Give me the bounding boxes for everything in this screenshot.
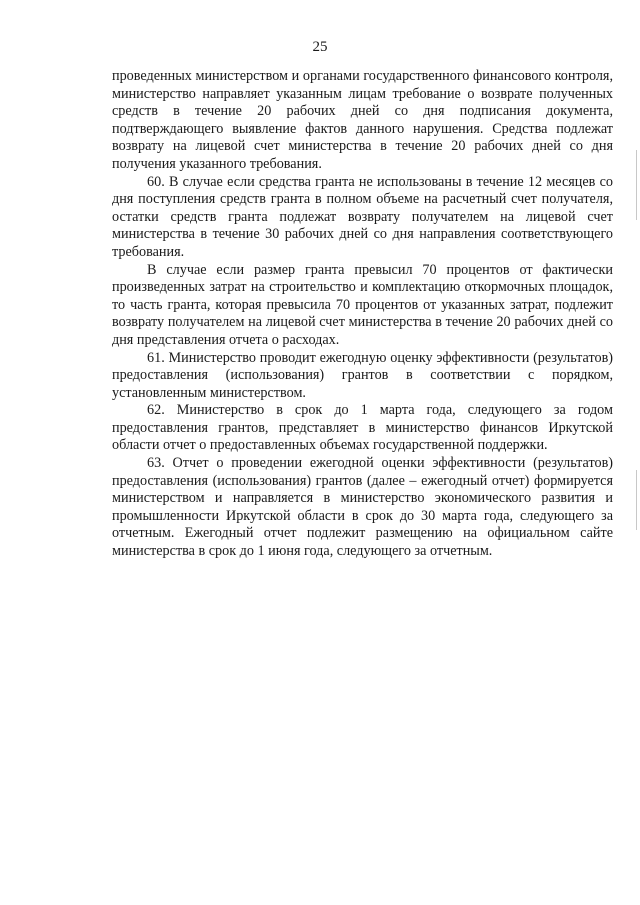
paragraph-63: 63. Отчет о проведении ежегодной оценки эффективности (результатов) предоставления (использования) грантов (далее – ежегодный отчет) формируется министерством и направляется в министерство экономического развития и промышленности Иркутской области в срок до 30 марта года, следующего за отчетным. Ежегодный отчет подлежит размещению на официальном сайте министерства в срок до 1 июня года, следующего за отчетным. (112, 455, 613, 560)
paragraph-60: 60. В случае если средства гранта не использованы в течение 12 месяцев со дня поступления средств гранта в полном объеме на расчетный счет получателя, остатки средств гранта подлежат возврату получателем на лицевой счет министерства в течение 30 рабочих дней со дня направления соответствующего требования. (112, 173, 613, 260)
scan-edge-mark (636, 470, 637, 530)
page-number: 25 (312, 39, 328, 55)
document-body (112, 68, 613, 561)
scan-edge-mark (636, 150, 637, 220)
paragraph-62: 62. Министерство в срок до 1 марта года, следующего за годом предоставления грантов, представляет в министерство финансов Иркутской области отчет о предоставленных объемах государственной поддержки. (112, 402, 613, 454)
paragraph-61: 61. Министерство проводит ежегодную оценку эффективности (результатов) предоставления (использования) грантов в соответствии с порядком, установленным министерством. (112, 349, 613, 401)
paragraph-60-second: В случае если размер гранта превысил 70 процентов от фактически произведенных затрат на строительство и комплектацию откормочных площадок, то часть гранта, которая превысила 70 процентов от указанных затрат, подлежит возврату получателем на лицевой счет министерства в течение 20 рабочих дней со дня представления отчета о расходах. (112, 261, 613, 348)
paragraph-continuation: проведенных министерством и органами государственного финансового контроля, министерство направляет указанным лицам требование о возврате полученных средств в течение 20 рабочих дней со дня подписания документа, подтверждающего выявление фактов данного нарушения. Средства подлежат возврату на лицевой счет министерства в течение 20 рабочих дней со дня получения указанного требования. (112, 68, 613, 172)
